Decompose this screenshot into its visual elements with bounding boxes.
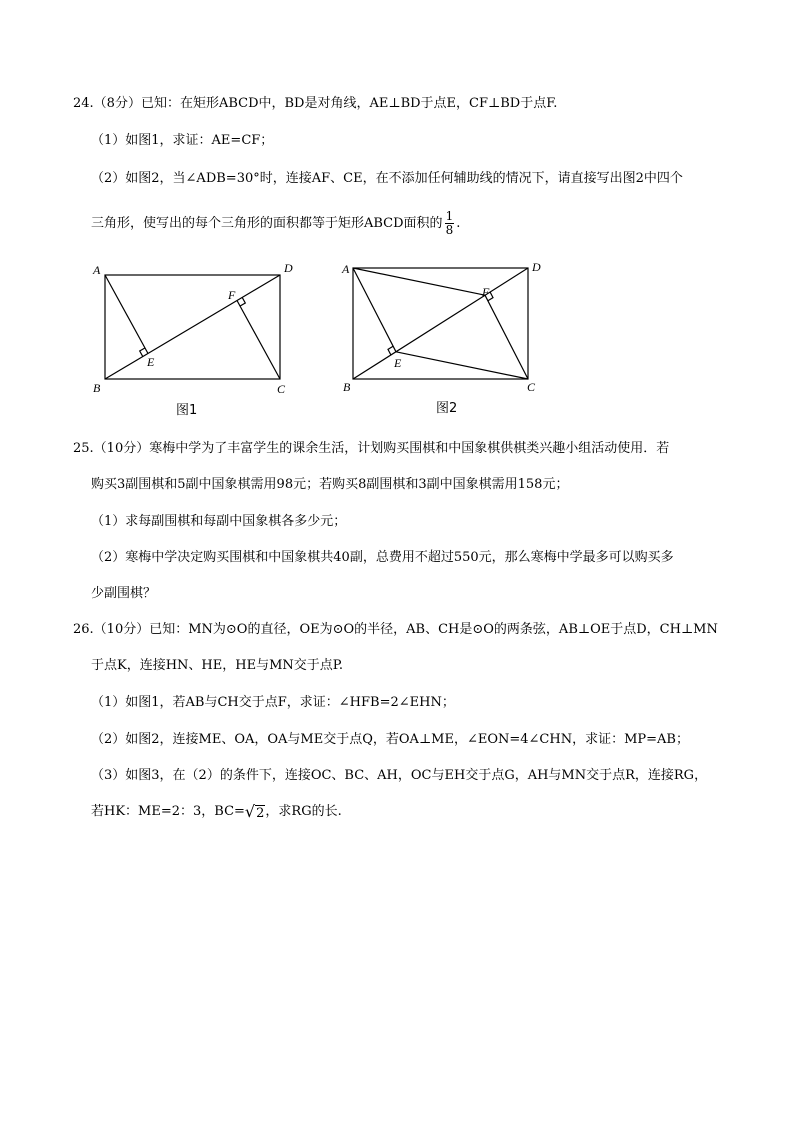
- q26-part3: （3）如图3，在（2）的条件下，连接OC、BC、AH，OC与EH交于点G，AH与MN交于点R，连接RG，: [91, 768, 708, 783]
- q25-part1: （1）求每副围棋和每副中国象棋各多少元；: [91, 514, 347, 529]
- q26-part3-cont: [91, 803, 342, 823]
- q26-part1: （1）如图1，若AB与CH交于点F，求证：∠HFB=2∠EHN；: [91, 695, 455, 710]
- label-c: C: [527, 380, 536, 394]
- label-e: E: [394, 356, 402, 370]
- segment-cf: [485, 295, 528, 379]
- segment-cf: [237, 301, 280, 380]
- q26-part3-end: ，求RG的长.: [265, 804, 342, 819]
- label-b: B: [93, 381, 101, 395]
- diagonal-bd: [105, 275, 280, 379]
- segment-af: [353, 268, 485, 295]
- segment-ae: [105, 275, 148, 354]
- fraction-numerator: 1: [445, 209, 454, 223]
- sqrt-radicand: 2: [256, 806, 265, 821]
- label-d: D: [532, 260, 541, 274]
- fraction-denominator: 8: [445, 223, 454, 237]
- figure-1-caption: 图1: [176, 403, 198, 418]
- q24-part2: （2）如图2，当∠ADB=30°时，连接AF、CE，在不添加任何辅助线的情况下，请直接写出图2中四个: [91, 171, 683, 186]
- label-f: F: [228, 288, 236, 302]
- q26-stem-cont: 于点K，连接HN、HE，HE与MN交于点P.: [91, 658, 344, 673]
- figure-2-caption: 图2: [436, 401, 458, 416]
- q24-stem: 24.（8分）已知：在矩形ABCD中，BD是对角线，AE⊥BD于点E，CF⊥BD于点F.: [73, 96, 558, 111]
- q25-stem-cont: 购买3副围棋和5副中国象棋需用98元；若购买8副围棋和3副中国象棋需用158元；: [91, 477, 569, 492]
- label-b: B: [343, 380, 351, 394]
- label-c: C: [277, 382, 286, 396]
- label-f: F: [482, 285, 490, 299]
- q24-part1: （1）如图1，求证：AE=CF；: [91, 133, 274, 148]
- q25-part2: （2）寒梅中学决定购买围棋和中国象棋共40副，总费用不超过550元，那么寒梅中学最多可以购买多: [91, 550, 674, 565]
- q26-part3-cont-text: 若HK：ME=2：3，BC=: [91, 804, 245, 819]
- q24-part2-cont-text: 三角形，使写出的每个三角形的面积都等于矩形ABCD面积的: [91, 216, 443, 231]
- figure-1: [88, 258, 298, 418]
- segment-ce: [396, 352, 528, 379]
- q26-part2: （2）如图2，连接ME、OA，OA与ME交于点Q，若OA⊥ME，∠EON=4∠CHN，求证：MP=AB；: [91, 732, 689, 747]
- q25-stem: 25.（10分）寒梅中学为了丰富学生的课余生活，计划购买围棋和中国象棋供棋类兴趣小组活动使用．若: [73, 441, 670, 456]
- fraction-one-eighth: [445, 210, 455, 237]
- label-d: D: [284, 261, 293, 275]
- figure-2: [336, 258, 546, 418]
- sqrt-two: √2: [244, 802, 265, 821]
- q25-part2-cont: 少副围棋？: [91, 586, 157, 601]
- label-a: A: [93, 263, 101, 277]
- label-e: E: [147, 355, 155, 369]
- segment-ae: [353, 268, 396, 352]
- q24-part2-cont: [91, 210, 460, 237]
- label-a: A: [342, 262, 350, 276]
- diagonal-bd: [353, 268, 528, 379]
- q24-part2-end: .: [456, 216, 461, 231]
- q26-stem: 26.（10分）已知：MN为⊙O的直径，OE为⊙O的半径，AB、CH是⊙O的两条弦，AB⊥OE于点D，CH⊥MN: [73, 622, 718, 637]
